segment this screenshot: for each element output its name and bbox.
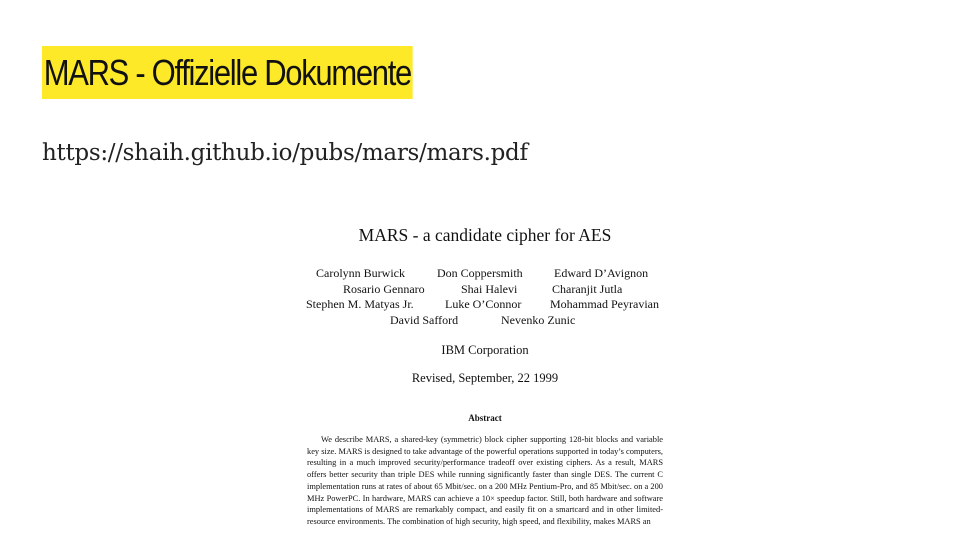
author-name: Mohammad Peyravian (550, 297, 659, 311)
author-name: Stephen M. Matyas Jr. (306, 297, 414, 311)
author-row (300, 266, 670, 282)
author-name: David Safford (390, 313, 459, 327)
author-row (300, 282, 670, 298)
author-row (300, 297, 670, 313)
author-name: Rosario Gennaro (343, 282, 425, 296)
author-row (300, 313, 670, 329)
author-name: Carolynn Burwick (316, 266, 405, 280)
author-name: Edward D’Avignon (554, 266, 649, 280)
author-name: Charanjit Jutla (552, 282, 623, 296)
document-url-link[interactable]: https://shaih.github.io/pubs/mars/mars.pdf (42, 140, 528, 166)
abstract-heading: Abstract (468, 413, 502, 423)
abstract-text: We describe MARS, a shared-key (symmetric) block cipher supporting 128-bit blocks and variable key size. MARS is designed to take advantage of the powerful operations supported in today’s computers, resulting in a much improved security/performance tradeoff over existing ciphers. As a result, MARS offers better security than triple DES while running significantly faster than single DES. The current C implementation runs at rates of about 65 Mbit/sec. on a 200 MHz Pentium-Pro, and 85 Mbit/sec. on a 200 MHz PowerPC. In hardware, MARS can achieve a 10× speedup factor. Still, both hardware and software implementations of MARS are remarkably compact, and easily fit on a smartcard and in other limited-resource environments. The combination of high security, high speed, and flexibility, makes MARS an (307, 435, 663, 526)
author-name: Don Coppersmith (437, 266, 523, 280)
slide-title: MARS - Offizielle Dokumente (42, 46, 413, 99)
paper-affiliation: IBM Corporation (441, 343, 529, 357)
author-name: Shai Halevi (461, 282, 518, 296)
paper-title: MARS - a candidate cipher for AES (358, 225, 612, 245)
paper-preview (300, 222, 670, 540)
author-name: Luke O’Connor (445, 297, 522, 311)
paper-revision-date: Revised, September, 22 1999 (411, 371, 559, 385)
author-name: Nevenko Zunic (501, 313, 576, 327)
